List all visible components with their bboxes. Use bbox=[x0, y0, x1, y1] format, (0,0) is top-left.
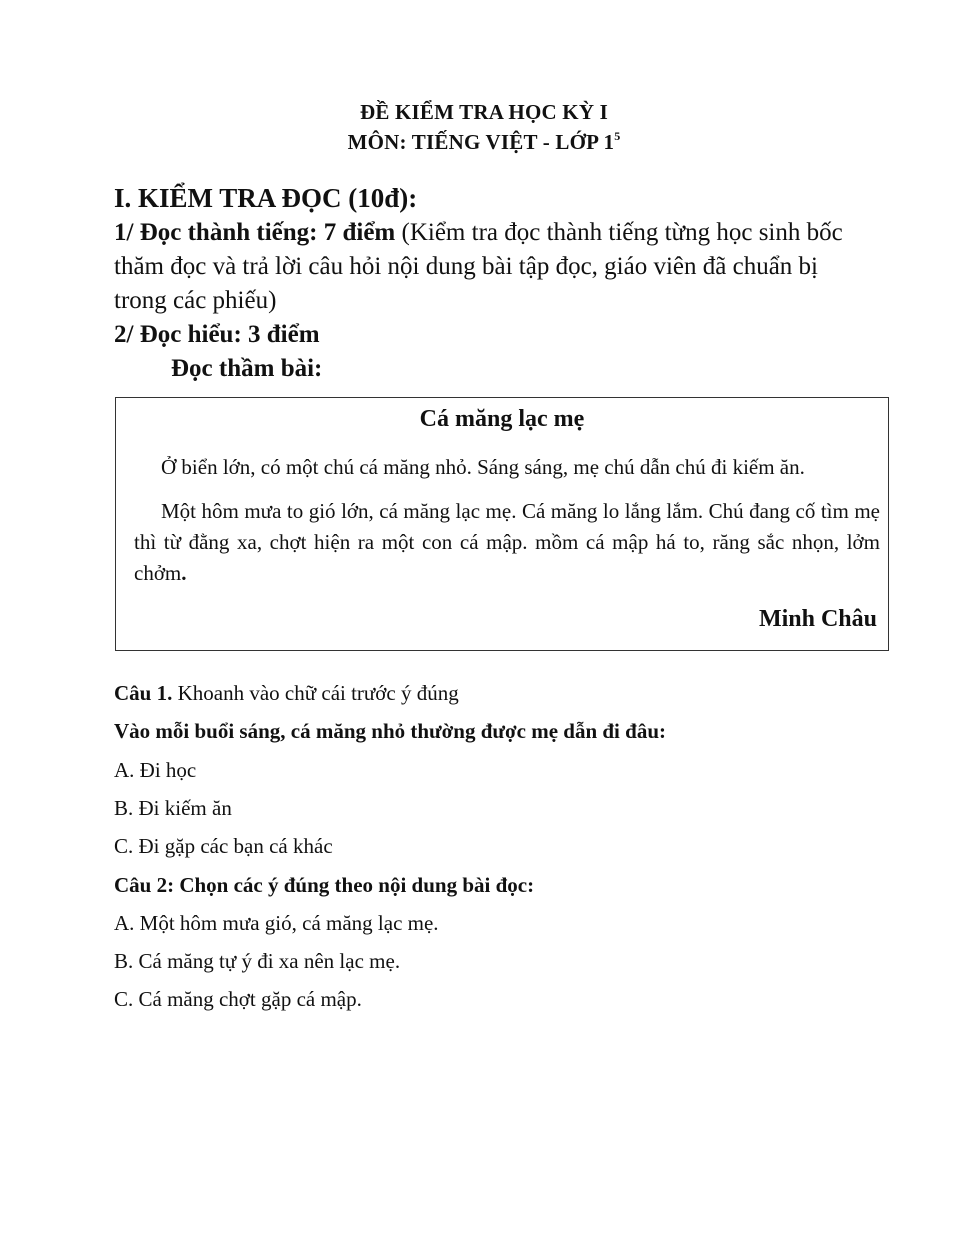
question-1-option-a[interactable]: A. Đi học bbox=[114, 758, 197, 782]
story-box bbox=[115, 397, 889, 651]
story-paragraph-1: Ở biển lớn, có một chú cá măng nhỏ. Sáng sáng, mẹ chú dẫn chú đi kiếm ăn. bbox=[161, 455, 805, 479]
story-author: Minh Châu bbox=[758, 606, 877, 632]
question-1-prompt: Vào mỗi buổi sáng, cá măng nhỏ thường được mẹ dẫn đi đâu: bbox=[114, 719, 666, 743]
story-paragraph-2-text: Một hôm mưa to gió lớn, cá măng lạc mẹ. Cá măng lo lắng lắm. Chú đang cố tìm mẹ thì từ đằng xa, chợt hiện ra một con cá mập. mồm cá mập há to, răng sắc nhọn, lởm chởm bbox=[134, 499, 880, 585]
reading-aloud-label: 1/ Đọc thành tiếng: 7 điểm bbox=[114, 219, 396, 246]
question-2-option-c[interactable]: C. Cá măng chợt gặp cá mập. bbox=[114, 987, 362, 1011]
question-2-option-a[interactable]: A. Một hôm mưa gió, cá măng lạc mẹ. bbox=[114, 911, 439, 935]
question-1-label: Câu 1. bbox=[114, 681, 173, 705]
subject-title bbox=[0, 129, 968, 155]
question-1-option-c[interactable]: C. Đi gặp các bạn cá khác bbox=[114, 834, 333, 858]
exam-title: ĐỀ KIỂM TRA HỌC KỲ I bbox=[359, 100, 609, 124]
reading-aloud-description: (Kiểm tra đọc thành tiếng từng học sinh bốc thăm đọc và trả lời câu hỏi nội dung bài tập đọc, giáo viên đã chuẩn bị trong các phiếu) bbox=[114, 219, 843, 314]
subject-title-superscript: 5 bbox=[614, 129, 621, 143]
question-1-instruction: Khoanh vào chữ cái trước ý đúng bbox=[172, 681, 459, 705]
reading-aloud-paragraph bbox=[114, 216, 864, 318]
story-title: Cá măng lạc mẹ bbox=[419, 406, 585, 432]
question-2-label: Câu 2: Chọn các ý đúng theo nội dung bài đọc: bbox=[114, 873, 535, 897]
question-1 bbox=[114, 681, 459, 706]
comprehension-label: 2/ Đọc hiểu: 3 điểm bbox=[114, 321, 320, 348]
question-2-option-b[interactable]: B. Cá măng tự ý đi xa nên lạc mẹ. bbox=[114, 949, 401, 973]
story-paragraph-2-period: . bbox=[181, 561, 187, 585]
subject-title-text: MÔN: TIẾNG VIỆT - LỚP 1 bbox=[347, 130, 615, 154]
silent-reading-instruction: Đọc thầm bài: bbox=[171, 355, 323, 382]
question-1-option-b[interactable]: B. Đi kiếm ăn bbox=[114, 796, 232, 820]
story-paragraph-2 bbox=[134, 496, 880, 589]
section-heading: I. KIỂM TRA ĐỌC (10đ): bbox=[114, 183, 418, 213]
